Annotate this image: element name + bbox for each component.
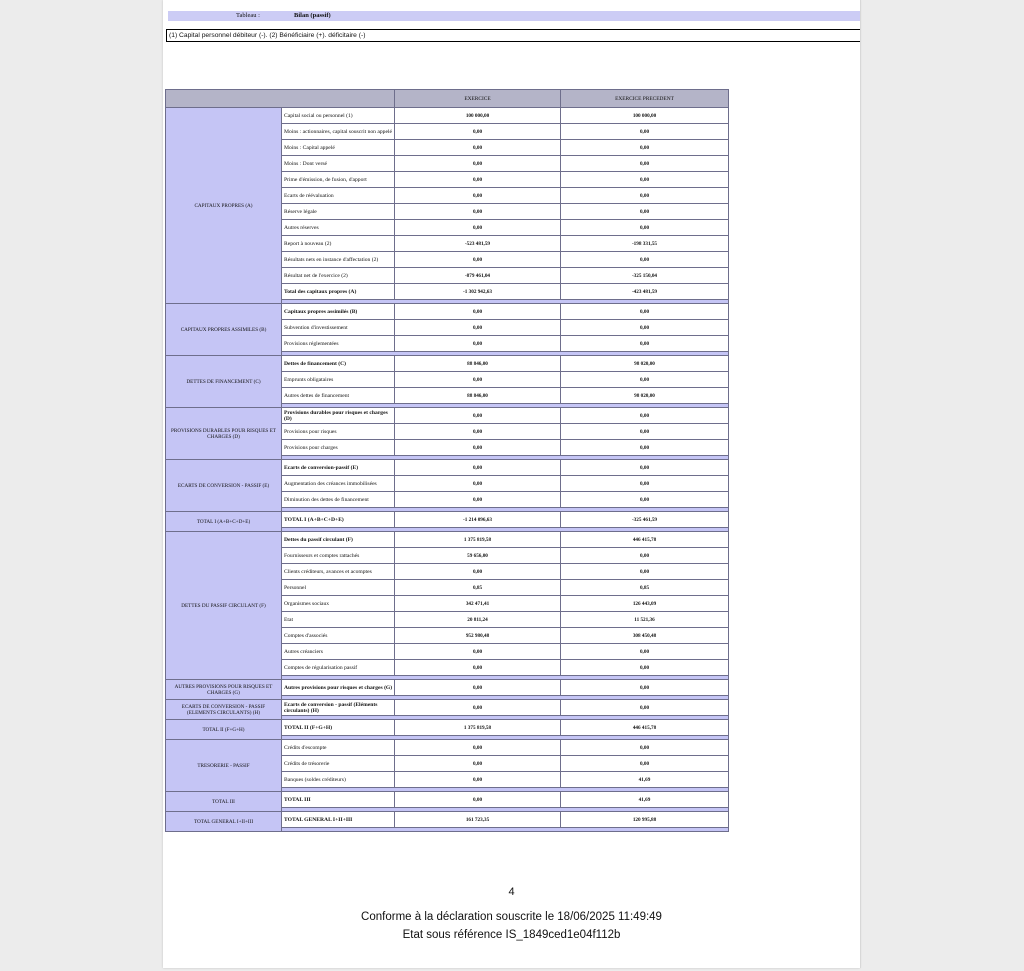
row-item-label: Réserve légale: [282, 204, 395, 220]
row-item-label: Total des capitaux propres (A): [282, 284, 395, 300]
row-value-precedent: 0,00: [561, 424, 729, 440]
row-value-exercice: 0,00: [395, 644, 561, 660]
row-value-exercice: 0,00: [395, 372, 561, 388]
row-item-label: Clients créditeurs, avances et acomptes: [282, 564, 395, 580]
row-value-precedent: -325 150,04: [561, 268, 729, 284]
table-row: [166, 512, 729, 528]
row-value-precedent: 0,00: [561, 124, 729, 140]
row-value-exercice: 0,00: [395, 476, 561, 492]
row-item-label: Crédits de trésorerie: [282, 756, 395, 772]
row-item-label: Ecarts de réévaluation: [282, 188, 395, 204]
row-item-label: Provisions réglementées: [282, 336, 395, 352]
row-value-exercice: 0,00: [395, 140, 561, 156]
tableau-header: [168, 11, 860, 21]
row-value-precedent: 126 443,09: [561, 596, 729, 612]
section-label: PROVISIONS DURABLES POUR RISQUES ET CHARGES (D): [166, 408, 282, 460]
tableau-title: Bilan (passif): [294, 12, 331, 19]
tableau-label: Tableau :: [236, 12, 260, 19]
row-value-exercice: 88 846,00: [395, 388, 561, 404]
row-value-precedent: 446 415,78: [561, 720, 729, 736]
section-label: TOTAL II (F+G+H): [166, 720, 282, 740]
row-value-exercice: 0,00: [395, 252, 561, 268]
row-item-label: Organismes sociaux: [282, 596, 395, 612]
row-item-label: Résultats nets en instance d'affectation (2): [282, 252, 395, 268]
row-item-label: Provisions durables pour risques et charges (D): [282, 408, 395, 424]
row-item-label: Dettes de financement (C): [282, 356, 395, 372]
row-value-precedent: 0,00: [561, 188, 729, 204]
row-value-precedent: 0,00: [561, 548, 729, 564]
row-value-precedent: 0,00: [561, 644, 729, 660]
table-row: [166, 460, 729, 476]
row-value-exercice: 1 375 819,58: [395, 532, 561, 548]
row-item-label: Autres dettes de financement: [282, 388, 395, 404]
row-value-exercice: 20 811,24: [395, 612, 561, 628]
row-value-precedent: 0,00: [561, 492, 729, 508]
table-row: [166, 532, 729, 548]
row-item-label: Prime d'émission, de fusion, d'apport: [282, 172, 395, 188]
row-value-exercice: 0,00: [395, 440, 561, 456]
row-item-label: Capital social ou personnel (1): [282, 108, 395, 124]
row-value-exercice: 88 846,00: [395, 356, 561, 372]
row-item-label: Autres réserves: [282, 220, 395, 236]
row-value-exercice: 0,00: [395, 680, 561, 696]
row-item-label: TOTAL GENERAL I+II+III: [282, 812, 395, 828]
table-row: [166, 792, 729, 808]
table-row: [166, 408, 729, 424]
row-value-exercice: 161 723,35: [395, 812, 561, 828]
bilan-passif-table: [165, 89, 729, 832]
section-label: ECARTS DE CONVERSION - PASSIF (ELEMENTS CIRCULANTS) (H): [166, 700, 282, 720]
row-value-exercice: 0,00: [395, 756, 561, 772]
row-item-label: Dettes du passif circulant (F): [282, 532, 395, 548]
capital-note: (1) Capital personnel débiteur (-). (2) Bénéficiaire (+). déficitaire (-): [166, 29, 860, 42]
row-value-exercice: 0,85: [395, 580, 561, 596]
row-item-label: Autres provisions pour risques et charges (G): [282, 680, 395, 696]
section-label: CAPITAUX PROPRES ASSIMILES (B): [166, 304, 282, 356]
row-value-precedent: 0,00: [561, 372, 729, 388]
row-value-precedent: -325 461,59: [561, 512, 729, 528]
row-value-exercice: 0,00: [395, 660, 561, 676]
row-value-exercice: 0,00: [395, 460, 561, 476]
row-item-label: Moins : Dont versé: [282, 156, 395, 172]
row-value-exercice: 0,00: [395, 172, 561, 188]
row-value-exercice: -879 461,04: [395, 268, 561, 284]
row-value-exercice: 0,00: [395, 304, 561, 320]
row-value-precedent: 0,00: [561, 756, 729, 772]
row-value-precedent: 98 020,00: [561, 388, 729, 404]
row-item-label: Autres créanciers: [282, 644, 395, 660]
row-value-precedent: 41,69: [561, 772, 729, 788]
row-item-label: TOTAL III: [282, 792, 395, 808]
row-value-precedent: 0,00: [561, 440, 729, 456]
row-value-precedent: 0,00: [561, 660, 729, 676]
table-row: [166, 304, 729, 320]
row-value-precedent: 11 521,36: [561, 612, 729, 628]
row-value-exercice: 952 980,48: [395, 628, 561, 644]
row-value-exercice: 0,00: [395, 336, 561, 352]
row-item-label: Moins : Capital appelé: [282, 140, 395, 156]
row-value-precedent: 0,00: [561, 476, 729, 492]
row-value-exercice: 342 471,41: [395, 596, 561, 612]
row-item-label: Comptes d'associés: [282, 628, 395, 644]
table-row: [166, 680, 729, 696]
row-value-precedent: 0,00: [561, 252, 729, 268]
section-label: TOTAL I (A+B+C+D+E): [166, 512, 282, 532]
row-value-precedent: 0,00: [561, 156, 729, 172]
row-item-label: Personnel: [282, 580, 395, 596]
row-item-label: Diminution des dettes de financement: [282, 492, 395, 508]
section-label: AUTRES PROVISIONS POUR RISQUES ET CHARGES (G): [166, 680, 282, 700]
table-row: [166, 740, 729, 756]
row-item-label: Emprunts obligataires: [282, 372, 395, 388]
row-value-exercice: 100 000,00: [395, 108, 561, 124]
section-label: TOTAL III: [166, 792, 282, 812]
row-value-precedent: 0,00: [561, 172, 729, 188]
row-value-exercice: 0,00: [395, 740, 561, 756]
row-value-precedent: -198 331,55: [561, 236, 729, 252]
reference-statement: Etat sous référence IS_1849ced1e04f112b: [402, 929, 621, 941]
row-value-precedent: -423 481,59: [561, 284, 729, 300]
row-value-precedent: 446 415,78: [561, 532, 729, 548]
row-value-precedent: 100 000,00: [561, 108, 729, 124]
row-value-precedent: 0,00: [561, 140, 729, 156]
row-item-label: Crédits d'escompte: [282, 740, 395, 756]
row-item-label: Capitaux propres assimilés (B): [282, 304, 395, 320]
row-value-exercice: -1 302 942,63: [395, 284, 561, 300]
row-value-precedent: 308 450,48: [561, 628, 729, 644]
row-value-exercice: 0,00: [395, 156, 561, 172]
row-value-precedent: 0,00: [561, 304, 729, 320]
row-value-exercice: 0,00: [395, 700, 561, 716]
row-item-label: Ecarts de conversion-passif (E): [282, 460, 395, 476]
row-value-exercice: 0,00: [395, 204, 561, 220]
table-header-row: [166, 90, 729, 108]
row-item-label: Résultat net de l'exercice (2): [282, 268, 395, 284]
row-item-label: Moins : actionnaires, capital souscrit non appelé: [282, 124, 395, 140]
row-item-label: Provisions pour charges: [282, 440, 395, 456]
row-value-precedent: 41,69: [561, 792, 729, 808]
row-value-exercice: 0,00: [395, 408, 561, 424]
section-label: ECARTS DE CONVERSION - PASSIF (E): [166, 460, 282, 512]
row-value-exercice: 0,00: [395, 492, 561, 508]
section-separator-cell: [282, 828, 729, 832]
row-value-precedent: 0,00: [561, 460, 729, 476]
row-value-exercice: 0,00: [395, 772, 561, 788]
row-value-exercice: 0,00: [395, 424, 561, 440]
row-value-precedent: 0,85: [561, 580, 729, 596]
header-empty-cell: [166, 90, 395, 108]
document-page: [163, 0, 860, 968]
row-item-label: TOTAL I (A+B+C+D+E): [282, 512, 395, 528]
row-value-precedent: 0,00: [561, 320, 729, 336]
page-edge: [860, 0, 861, 968]
row-value-exercice: -1 214 096,63: [395, 512, 561, 528]
row-item-label: Provisions pour risques: [282, 424, 395, 440]
row-item-label: Augmentation des créances immobilisées: [282, 476, 395, 492]
row-value-precedent: 0,00: [561, 204, 729, 220]
row-value-exercice: -523 481,59: [395, 236, 561, 252]
bilan-passif-table-wrap: [165, 89, 728, 832]
row-value-precedent: 0,00: [561, 680, 729, 696]
section-label: TOTAL GENERAL I+II+III: [166, 812, 282, 832]
row-item-label: Banques (soldes créditeurs): [282, 772, 395, 788]
table-row: [166, 720, 729, 736]
section-label: CAPITAUX PROPRES (A): [166, 108, 282, 304]
row-item-label: TOTAL II (F+G+H): [282, 720, 395, 736]
row-item-label: Subvention d'investissement: [282, 320, 395, 336]
row-value-precedent: 0,00: [561, 408, 729, 424]
row-item-label: Comptes de régularisation passif: [282, 660, 395, 676]
row-value-exercice: 0,00: [395, 792, 561, 808]
table-row: [166, 812, 729, 828]
section-label: DETTES DU PASSIF CIRCULANT (F): [166, 532, 282, 680]
header-exercice: EXERCICE: [395, 90, 561, 108]
row-value-exercice: 0,00: [395, 124, 561, 140]
conformity-statement: Conforme à la déclaration souscrite le 18/06/2025 11:49:49: [361, 911, 662, 923]
row-value-exercice: 0,00: [395, 220, 561, 236]
row-value-precedent: 0,00: [561, 336, 729, 352]
row-value-exercice: 0,00: [395, 320, 561, 336]
row-value-precedent: 0,00: [561, 564, 729, 580]
table-row: [166, 700, 729, 716]
table-row: [166, 108, 729, 124]
row-item-label: Fournisseurs et comptes rattachés: [282, 548, 395, 564]
row-value-precedent: 98 020,00: [561, 356, 729, 372]
row-value-precedent: 120 995,88: [561, 812, 729, 828]
row-item-label: Ecarts de conversion - passif (Eléments circulants) (H): [282, 700, 395, 716]
row-value-exercice: 1 375 819,58: [395, 720, 561, 736]
section-label: DETTES DE FINANCEMENT (C): [166, 356, 282, 408]
row-value-precedent: 0,00: [561, 740, 729, 756]
row-value-exercice: 0,00: [395, 564, 561, 580]
row-value-exercice: 0,00: [395, 188, 561, 204]
row-value-precedent: 0,00: [561, 220, 729, 236]
row-value-precedent: 0,00: [561, 700, 729, 716]
section-label: TRESORERIE - PASSIF: [166, 740, 282, 792]
row-item-label: Etat: [282, 612, 395, 628]
row-item-label: Report à nouveau (2): [282, 236, 395, 252]
row-value-exercice: 59 656,00: [395, 548, 561, 564]
page-number: 4: [508, 886, 515, 898]
header-exercice-precedent: EXERCICE PRECEDENT: [561, 90, 729, 108]
table-row: [166, 356, 729, 372]
